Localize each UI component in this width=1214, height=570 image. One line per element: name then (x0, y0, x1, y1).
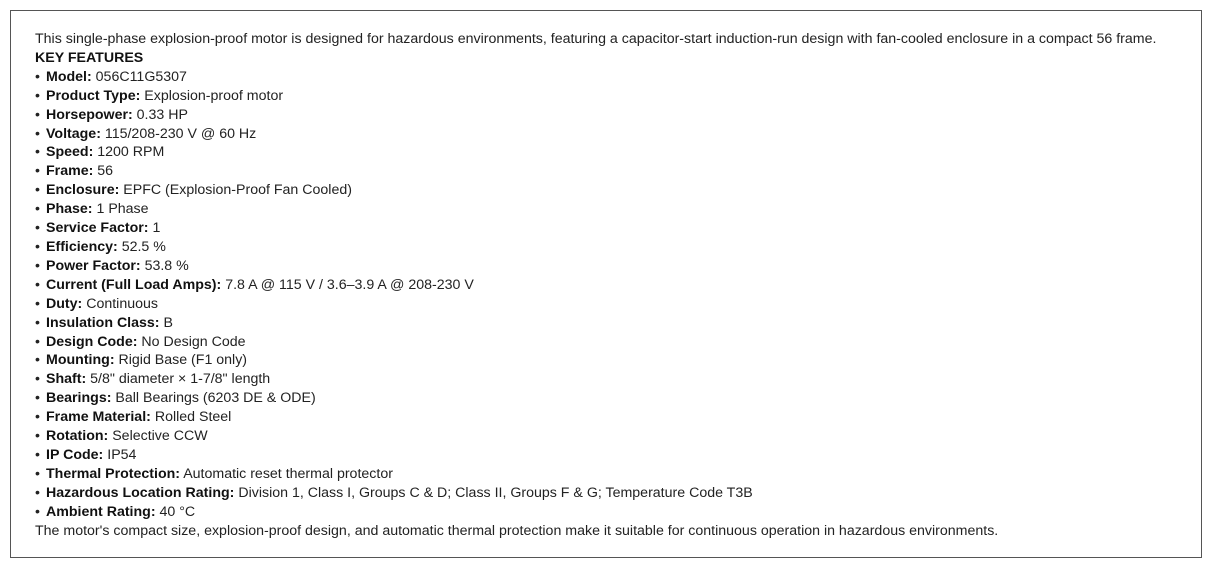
feature-label: Current (Full Load Amps): (46, 276, 222, 293)
feature-value: 56 (97, 163, 114, 180)
bullet-icon: • (35, 125, 40, 142)
feature-label: Design Code: (46, 333, 138, 350)
feature-label: Shaft: (46, 371, 87, 388)
feature-label: Mounting: (46, 352, 115, 369)
feature-value: Division 1, Class I, Groups C & D; Class II, Groups F & G; Temperature Code T3B (238, 484, 753, 501)
bullet-icon: • (35, 484, 40, 501)
feature-value: IP54 (107, 446, 137, 463)
bullet-icon: • (35, 295, 40, 312)
feature-list (35, 68, 1195, 522)
feature-item (35, 257, 1195, 276)
feature-value: Automatic reset thermal protector (183, 465, 393, 482)
bullet-icon: • (35, 106, 40, 123)
feature-value: Ball Bearings (6203 DE & ODE) (115, 390, 316, 407)
bullet-icon: • (35, 163, 40, 180)
feature-label: Phase: (46, 201, 93, 218)
feature-value: 1200 RPM (97, 144, 165, 161)
feature-item (35, 484, 1195, 503)
feature-item (35, 351, 1195, 370)
bullet-icon: • (35, 87, 40, 104)
feature-value: Explosion-proof motor (144, 87, 284, 104)
product-description-content (35, 30, 1195, 540)
feature-label: Hazardous Location Rating: (46, 484, 235, 501)
bullet-icon: • (35, 428, 40, 445)
feature-value: Selective CCW (112, 428, 208, 445)
feature-label: Service Factor: (46, 220, 149, 237)
feature-item (35, 106, 1195, 125)
bullet-icon: • (35, 314, 40, 331)
feature-label: Ambient Rating: (46, 503, 156, 520)
bullet-icon: • (35, 409, 40, 426)
bullet-icon: • (35, 201, 40, 218)
feature-item (35, 276, 1195, 295)
feature-item (35, 238, 1195, 257)
feature-label: Horsepower: (46, 106, 133, 123)
feature-item (35, 503, 1195, 522)
feature-item (35, 295, 1195, 314)
feature-label: Frame: (46, 163, 94, 180)
bullet-icon: • (35, 371, 40, 388)
feature-label: Duty: (46, 295, 83, 312)
feature-value: Continuous (86, 295, 158, 312)
bullet-icon: • (35, 276, 40, 293)
feature-value: 056C11G5307 (95, 68, 187, 85)
feature-value: 7.8 A @ 115 V / 3.6–3.9 A @ 208-230 V (225, 276, 474, 293)
feature-item (35, 87, 1195, 106)
feature-label: Thermal Protection: (46, 465, 181, 482)
feature-label: Model: (46, 68, 92, 85)
closing-text: The motor's compact size, explosion-proof design, and automatic thermal protection make it suitable for continuous operation in hazardous environments. (35, 522, 999, 539)
feature-item (35, 370, 1195, 389)
feature-item (35, 125, 1195, 144)
feature-value: No Design Code (141, 333, 246, 350)
bullet-icon: • (35, 220, 40, 237)
feature-value: 53.8 % (144, 257, 189, 274)
feature-value: Rolled Steel (154, 409, 232, 426)
feature-label: Efficiency: (46, 238, 118, 255)
bullet-icon: • (35, 352, 40, 369)
feature-value: B (163, 314, 173, 331)
feature-value: 52.5 % (121, 238, 166, 255)
feature-label: Rotation: (46, 428, 109, 445)
feature-item (35, 446, 1195, 465)
bullet-icon: • (35, 257, 40, 274)
feature-value: 5/8" diameter × 1-7/8" length (90, 371, 271, 388)
feature-value: 115/208-230 V @ 60 Hz (104, 125, 257, 142)
feature-value: 0.33 HP (136, 106, 188, 123)
feature-item (35, 68, 1195, 87)
feature-value: Rigid Base (F1 only) (118, 352, 248, 369)
feature-item (35, 181, 1195, 200)
feature-label: Speed: (46, 144, 94, 161)
feature-label: Frame Material: (46, 409, 151, 426)
bullet-icon: • (35, 182, 40, 199)
feature-label: IP Code: (46, 446, 104, 463)
feature-item (35, 143, 1195, 162)
feature-label: Voltage: (46, 125, 101, 142)
feature-item (35, 333, 1195, 352)
bullet-icon: • (35, 238, 40, 255)
feature-label: Power Factor: (46, 257, 141, 274)
feature-item (35, 465, 1195, 484)
bullet-icon: • (35, 465, 40, 482)
feature-value: 40 °C (159, 503, 196, 520)
feature-item (35, 408, 1195, 427)
bullet-icon: • (35, 446, 40, 463)
bullet-icon: • (35, 68, 40, 85)
feature-value: 1 (152, 220, 161, 237)
key-features-heading: KEY FEATURES (35, 49, 144, 66)
feature-value: EPFC (Explosion-Proof Fan Cooled) (123, 182, 352, 199)
feature-item (35, 162, 1195, 181)
feature-label: Bearings: (46, 390, 112, 407)
bullet-icon: • (35, 503, 40, 520)
feature-label: Insulation Class: (46, 314, 160, 331)
intro-text: This single-phase explosion-proof motor is designed for hazardous environments, featuring a capacitor-start induction-run design with fan-cooled enclosure in a compact 56 frame. (35, 31, 1157, 47)
feature-value: 1 Phase (96, 201, 149, 218)
feature-item (35, 427, 1195, 446)
feature-item (35, 219, 1195, 238)
feature-item (35, 389, 1195, 408)
bullet-icon: • (35, 333, 40, 350)
bullet-icon: • (35, 390, 40, 407)
feature-item (35, 314, 1195, 333)
bullet-icon: • (35, 144, 40, 161)
feature-item (35, 200, 1195, 219)
feature-label: Product Type: (46, 87, 141, 104)
feature-label: Enclosure: (46, 182, 120, 199)
